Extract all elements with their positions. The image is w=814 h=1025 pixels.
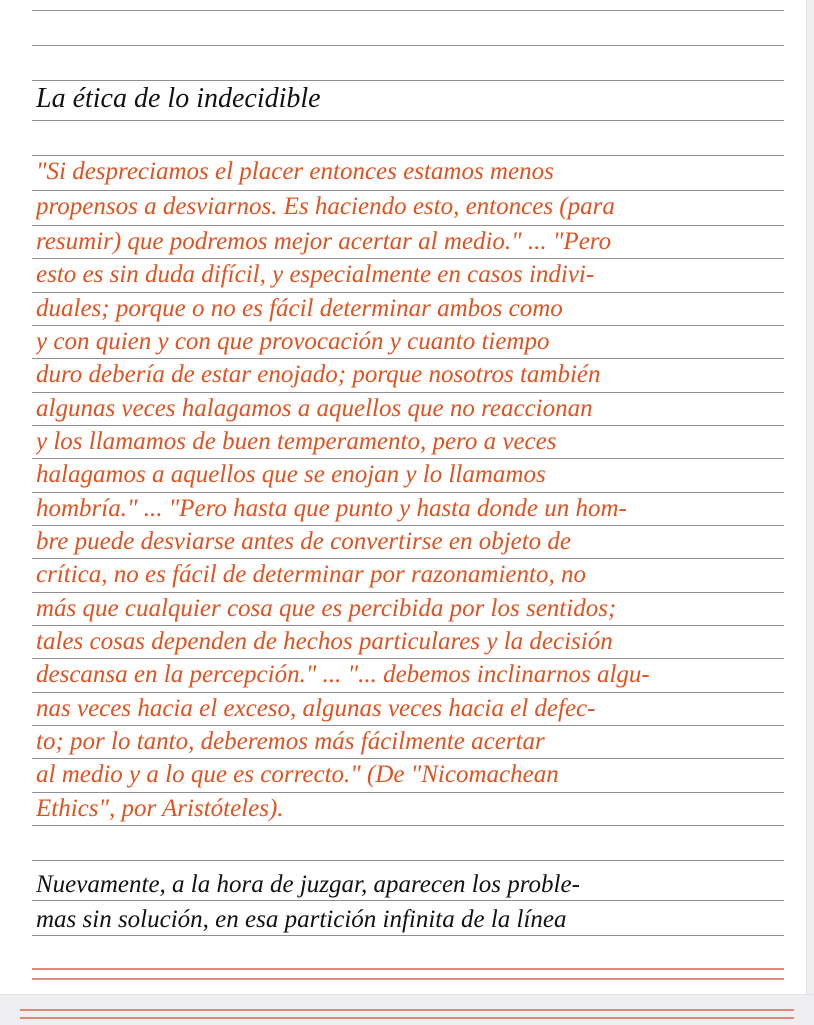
ruled-line (32, 935, 784, 936)
ruled-line (32, 392, 784, 393)
ruled-line (32, 120, 784, 121)
quote-line: to; por lo tanto, deberemos más fácilmente acertar (36, 728, 545, 755)
closing-line: Nuevamente, a la hora de juzgar, aparecen los proble- (36, 871, 580, 898)
quote-line: duro debería de estar enojado; porque nosotros también (36, 361, 601, 388)
ruled-line (32, 45, 784, 46)
ruled-line (32, 155, 784, 156)
ruled-line (32, 525, 784, 526)
quote-line: y los llamamos de buen temperamento, pero a veces (36, 428, 557, 455)
ruled-line (32, 658, 784, 659)
ruled-line (32, 625, 784, 626)
quote-line: bre puede desviarse antes de convertirse en objeto de (36, 528, 572, 555)
quote-line: y con quien y con que provocación y cuanto tiempo (36, 328, 550, 355)
quote-line: propensos a desviarnos. Es haciendo esto, entonces (para (36, 193, 615, 220)
ruled-line (32, 860, 784, 861)
ruled-line (32, 190, 784, 191)
next-page-strip (0, 994, 814, 1025)
ruled-line (32, 292, 784, 293)
margin-rule (32, 978, 784, 980)
closing-line: mas sin solución, en esa partición infinita de la línea (36, 906, 567, 933)
ruled-line (32, 80, 784, 81)
quote-line: duales; porque o no es fácil determinar ambos como (36, 295, 563, 322)
quote-line: más que cualquier cosa que es percibida por los sentidos; (36, 595, 617, 622)
quote-line: Ethics", por Aristóteles). (36, 795, 284, 822)
quote-line: hombría." ... "Pero hasta que punto y hasta donde un hom- (36, 495, 627, 522)
ruled-line (32, 725, 784, 726)
ruled-line (32, 692, 784, 693)
ruled-line (32, 792, 784, 793)
quote-line: nas veces hacia el exceso, algunas veces hacia el defec- (36, 695, 596, 722)
quote-line: al medio y a lo que es correcto." (De "Nicomachean (36, 761, 559, 788)
ruled-line (32, 492, 784, 493)
ruled-line (32, 225, 784, 226)
ruled-line (32, 758, 784, 759)
ruled-line (32, 358, 784, 359)
page-title: La ética de lo indecidible (36, 84, 321, 114)
page-edge (806, 0, 814, 1024)
quote-line: algunas veces halagamos a aquellos que no reaccionan (36, 395, 593, 422)
quote-line: esto es sin duda difícil, y especialmente en casos indivi- (36, 261, 595, 288)
ruled-line (32, 258, 784, 259)
quote-line: resumir) que podremos mejor acertar al medio." ... "Pero (36, 228, 612, 255)
quote-line: descansa en la percepción." ... "... debemos inclinarnos algu- (36, 661, 650, 688)
quote-line: "Si despreciamos el placer entonces estamos menos (36, 158, 554, 185)
ruled-line (32, 558, 784, 559)
quote-line: crítica, no es fácil de determinar por razonamiento, no (36, 561, 586, 588)
margin-rule (20, 1017, 794, 1019)
quote-line: tales cosas dependen de hechos particulares y la decisión (36, 628, 613, 655)
ruled-line (32, 425, 784, 426)
ruled-line (32, 10, 784, 11)
margin-rule (32, 968, 784, 970)
ruled-line (32, 825, 784, 826)
ruled-line (32, 592, 784, 593)
ruled-line (32, 325, 784, 326)
ruled-line (32, 458, 784, 459)
ruled-line (32, 900, 784, 901)
quote-line: halagamos a aquellos que se enojan y lo llamamos (36, 461, 546, 488)
margin-rule (20, 1009, 794, 1011)
